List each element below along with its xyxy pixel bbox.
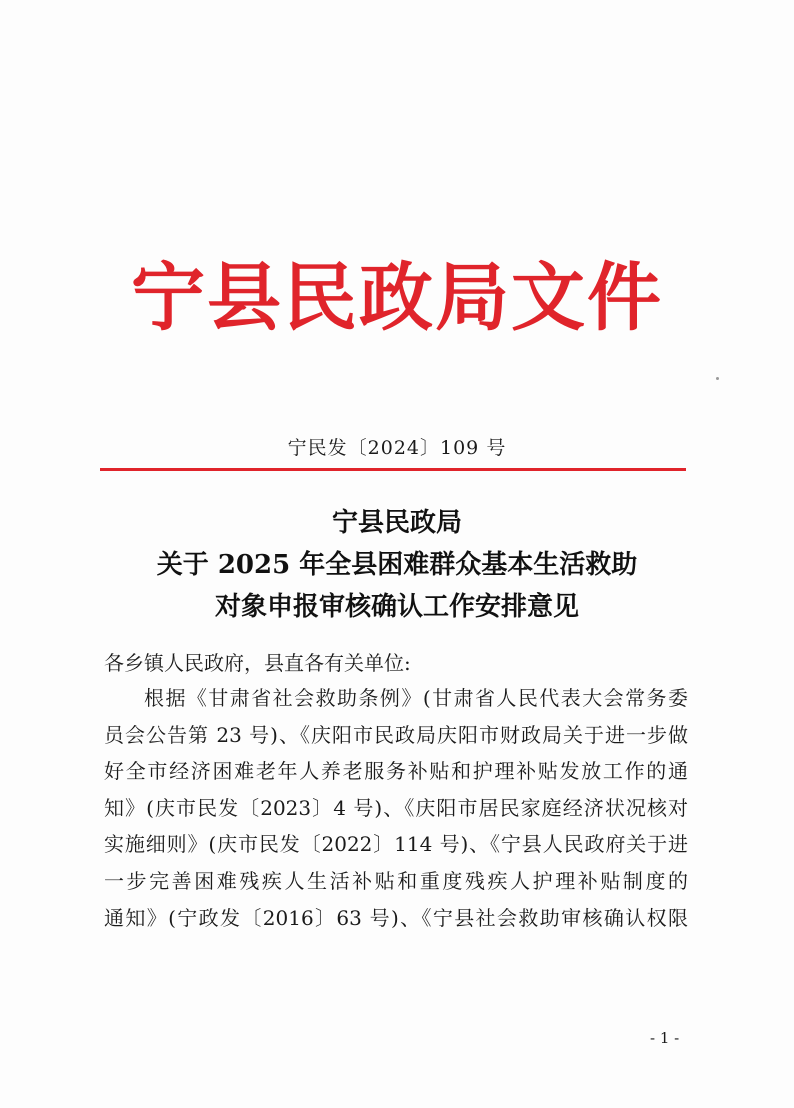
document-number: 宁民发〔2024〕109 号	[287, 437, 507, 459]
red-separator-line	[100, 468, 686, 471]
masthead-title: 宁县民政局文件	[131, 255, 663, 341]
document-title	[100, 502, 694, 628]
body-line: 员会公告第 23 号)、《庆阳市民政局庆阳市财政局关于进一步做	[104, 722, 688, 747]
body-paragraph	[104, 680, 688, 936]
title-line-1: 宁县民政局	[331, 508, 462, 538]
salutation: 各乡镇人民政府，县直各有关单位:	[104, 651, 411, 675]
title-line-2: 关于 2025 年全县困难群众基本生活救助	[156, 550, 638, 580]
title-line-3: 对象申报审核确认工作安排意见	[214, 592, 579, 622]
body-line: 好全市经济困难老年人养老服务补贴和护理补贴发放工作的通	[104, 759, 688, 784]
scan-speck	[716, 377, 719, 380]
body-line: 知》(庆市民发〔2023〕4 号)、《庆阳市居民家庭经济状况核对	[104, 795, 688, 820]
body-line: 根据《甘肃省社会救助条例》(甘肃省人民代表大会常务委	[144, 686, 688, 710]
page-number: - 1 -	[650, 1029, 680, 1047]
body-line: 实施细则》(庆市民发〔2022〕114 号)、《宁县人民政府关于进	[104, 832, 688, 857]
body-line: 通知》(宁政发〔2016〕63 号)、《宁县社会救助审核确认权限	[104, 905, 688, 930]
body-line: 一步完善困难残疾人生活补贴和重度残疾人护理补贴制度的	[104, 868, 688, 893]
